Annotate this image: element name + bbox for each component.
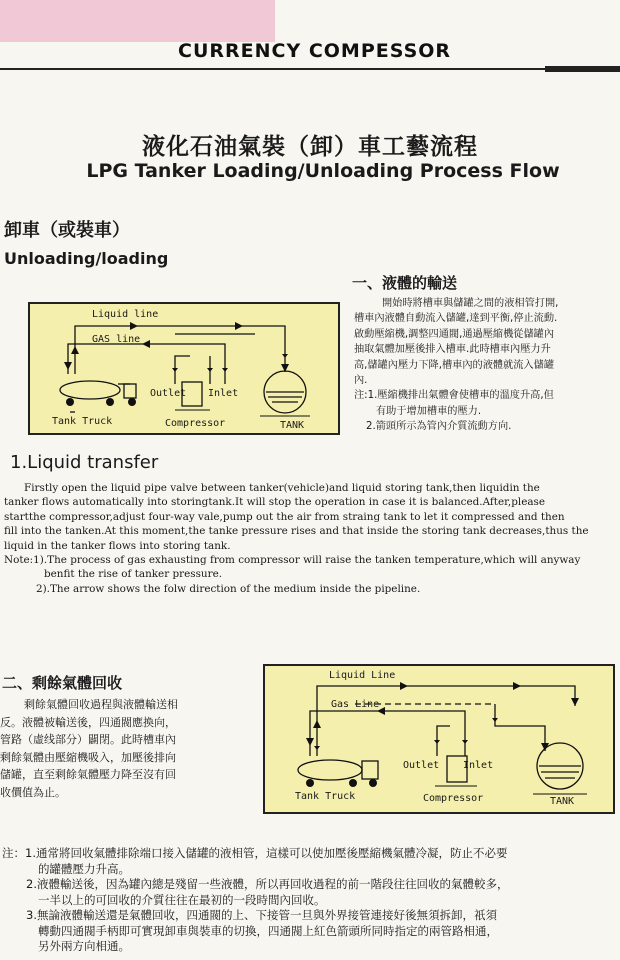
tank-label: TANK [280, 420, 305, 431]
part2-notes [2, 846, 508, 955]
text-line: Firstly open the liquid pipe valve between tanker(vehicle)and liquid storing tank,then liquidin the [24, 482, 540, 494]
header-color-bar [0, 0, 275, 42]
outlet-label: Outlet [150, 388, 187, 399]
tank-truck-label: Tank Truck [295, 791, 356, 802]
outlet-label: Outlet [403, 760, 440, 771]
section-title-cn: 卸車（或裝車） [4, 220, 130, 241]
text-line: 管路（虛线部分）闢閉。此時槽車內 [0, 733, 176, 746]
text-line: benfit the rise of tanker pressure. [44, 568, 223, 581]
text-line: 2).The arrow shows the folw direction of the medium inside the pipeline. [36, 582, 421, 595]
text-line: liquid in the tanker flows into storing tank. [4, 539, 231, 552]
text-line: 啟動壓縮機,調整四通閥,通過壓縮機從儲罐內 [354, 328, 555, 340]
gas-recovery-flow-diagram [263, 664, 615, 814]
text-line: 抽取氣體加壓後排入槽車.此時槽車內壓力升 [354, 344, 551, 356]
part1-heading-en: 1.Liquid transfer [10, 452, 159, 473]
gas-line-label: Gas Line [331, 699, 380, 710]
text-line: 儲罐，直至剩餘氣體壓力降至沒有回 [0, 768, 176, 781]
note-line: 3.無論液體輸送還是氣體回收，四通閥的上、下接管一旦與外界接管連接好後無須拆卸，祇須 [26, 908, 497, 922]
part1-heading-cn: 一、液體的輸送 [352, 274, 458, 292]
part1-text-en [4, 481, 589, 596]
note-line: 注：1.通常將回收氣體排除端口接入儲罐的液相管，這樣可以使加壓後壓縮機氣體冷凝，防止不必要 [2, 846, 508, 860]
brand-title: CURRENCY COMPESSOR [178, 40, 452, 62]
gas-line-label: GAS line [92, 334, 141, 345]
header-rule-accent [545, 66, 620, 72]
tank-truck-label: Tank Truck [52, 416, 113, 427]
text-line: 注:1.壓縮機排出氣體會使槽車的溫度升高,但 [354, 390, 554, 402]
inlet-label: Inlet [463, 760, 494, 771]
text-line: 開始時將槽車與儲罐之間的液相管打開, [382, 298, 559, 309]
text-line: 剩餘氣體回收過程與液體輸送相 [24, 698, 178, 711]
text-line: 內. [354, 375, 368, 387]
unloading-flow-diagram [28, 302, 340, 435]
compressor-label: Compressor [423, 793, 484, 804]
note-line: 一半以上的可回收的介質往往在最初的一段時間內回收。 [38, 892, 326, 907]
tank-label: TANK [550, 796, 575, 807]
text-line: 剩餘氣體由壓縮機吸入，加壓後排向 [0, 750, 176, 764]
text-line: 反。液體被輸送後，四通閥應換向， [0, 715, 176, 729]
text-line: startthe compressor,adjust four-way vale,pump out the air from straing tank to let it compressed and then [4, 510, 565, 523]
compressor-label: Compressor [165, 418, 226, 429]
note-line: 另外兩方向相通。 [38, 939, 130, 953]
liquid-line-label: Liquid Line [329, 670, 396, 681]
text-line: 槽車內液體自動流入儲罐,達到平衡,停止流動. [354, 313, 558, 325]
note-line: 的罐體壓力升高。 [38, 861, 130, 876]
part1-text-cn [354, 296, 558, 435]
text-line: 有助于增加槽車的壓力. [376, 405, 482, 417]
header-rule [0, 68, 620, 70]
text-line: Note:1).The process of gas exhausting from compressor will raise the tanken temperature,which will anyway [4, 554, 581, 567]
note-line: 2.液體輸送後，因為罐內總是殘留一些液體，所以再回收過程的前一階段往往回收的氣體較多， [26, 877, 509, 891]
page-title-en: LPG Tanker Loading/Unloading Process Flow [86, 160, 560, 182]
text-line: fill into the tanken.At this moment,the tanke pressure rises and that inside the storing tank decreases,thus the [4, 525, 589, 538]
text-line: 收價值為止。 [0, 785, 66, 799]
text-line: 高,儲罐內壓力下降,槽車內的液體就流入儲罐 [354, 359, 555, 371]
inlet-label: Inlet [208, 388, 239, 399]
part2-heading: 二、剩餘氣體回收 [2, 674, 123, 692]
section-title-en: Unloading/loading [4, 249, 169, 268]
text-line: 2.箭頭所示為管內介質流動方向. [366, 421, 512, 433]
part2-text [0, 696, 178, 801]
liquid-line-label: Liquid line [92, 309, 159, 320]
flow-diagram-graphic [30, 304, 338, 433]
note-line: 轉動四通閥手柄即可實現卸車與裝車的切換，四通閥上紅色箭頭所同時指定的兩管路相通， [38, 923, 498, 938]
text-line: tanker flows automatically into storingtank.It will stop the operation in case it is balanced.After,please [4, 496, 546, 509]
page-title-cn: 液化石油氣裝（卸）車工藝流程 [142, 134, 478, 160]
